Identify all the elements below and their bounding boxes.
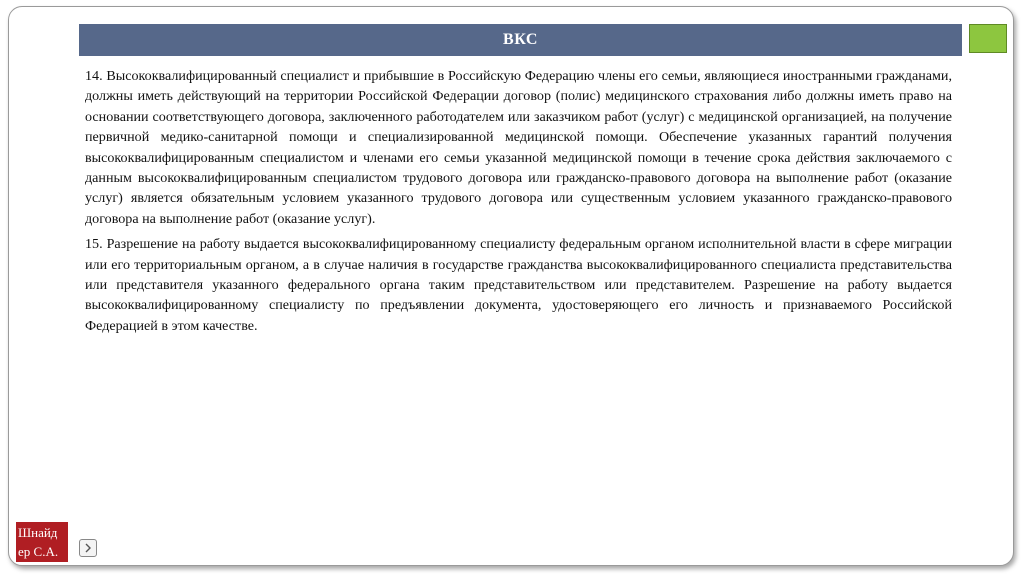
author-name-line-1: Шнайд (18, 525, 58, 540)
author-name-line-2: ер С.А. (18, 544, 59, 559)
author-badge (16, 522, 68, 562)
accent-green-square (969, 24, 1007, 53)
slide-title-bar (79, 24, 962, 56)
slide-title: ВКС (503, 31, 538, 48)
chevron-right-icon (84, 543, 92, 553)
paragraph-14: 14. Высококвалифицированный специалист и прибывшие в Российскую Федерацию члены его семьи, являющиеся иностранными гражданами, должны иметь действующий на территории Российской Федерации договор (полис) медицинского страхования либо должны иметь право на основании соответствующего договора, заключенного работодателем или заказчиком работ (услуг) с медицинской организацией, на получение первичной медико-санитарной помощи и специализированной медицинской помощи. Обеспечение указанных гарантий получения высококвалифицированным специалистом и членами его семьи указанной медицинской помощи в течение срока действия заключаемого с данным высококвалифицированным специалистом трудового договора или гражданско-правового договора на выполнение работ (оказание услуг) является обязательным условием указанного трудового договора или существенным условием указанного гражданско-правового договора на выполнение работ (оказание услуг). (85, 68, 952, 227)
next-slide-button[interactable] (79, 539, 97, 557)
slide-body (85, 66, 952, 341)
paragraph-15: 15. Разрешение на работу выдается высококвалифицированному специалисту федеральным органом исполнительной власти в сфере миграции или его территориальным органом, а в случае наличия в государстве гражданства высококвалифицированного специалиста представительства или представителя указанного федерального органа таким представительством или представителем. Разрешение на работу выдается высококвалифицированному специалисту по предъявлении документа, удостоверяющего его личность и признаваемого Российской Федерацией в этом качестве. (85, 236, 952, 334)
